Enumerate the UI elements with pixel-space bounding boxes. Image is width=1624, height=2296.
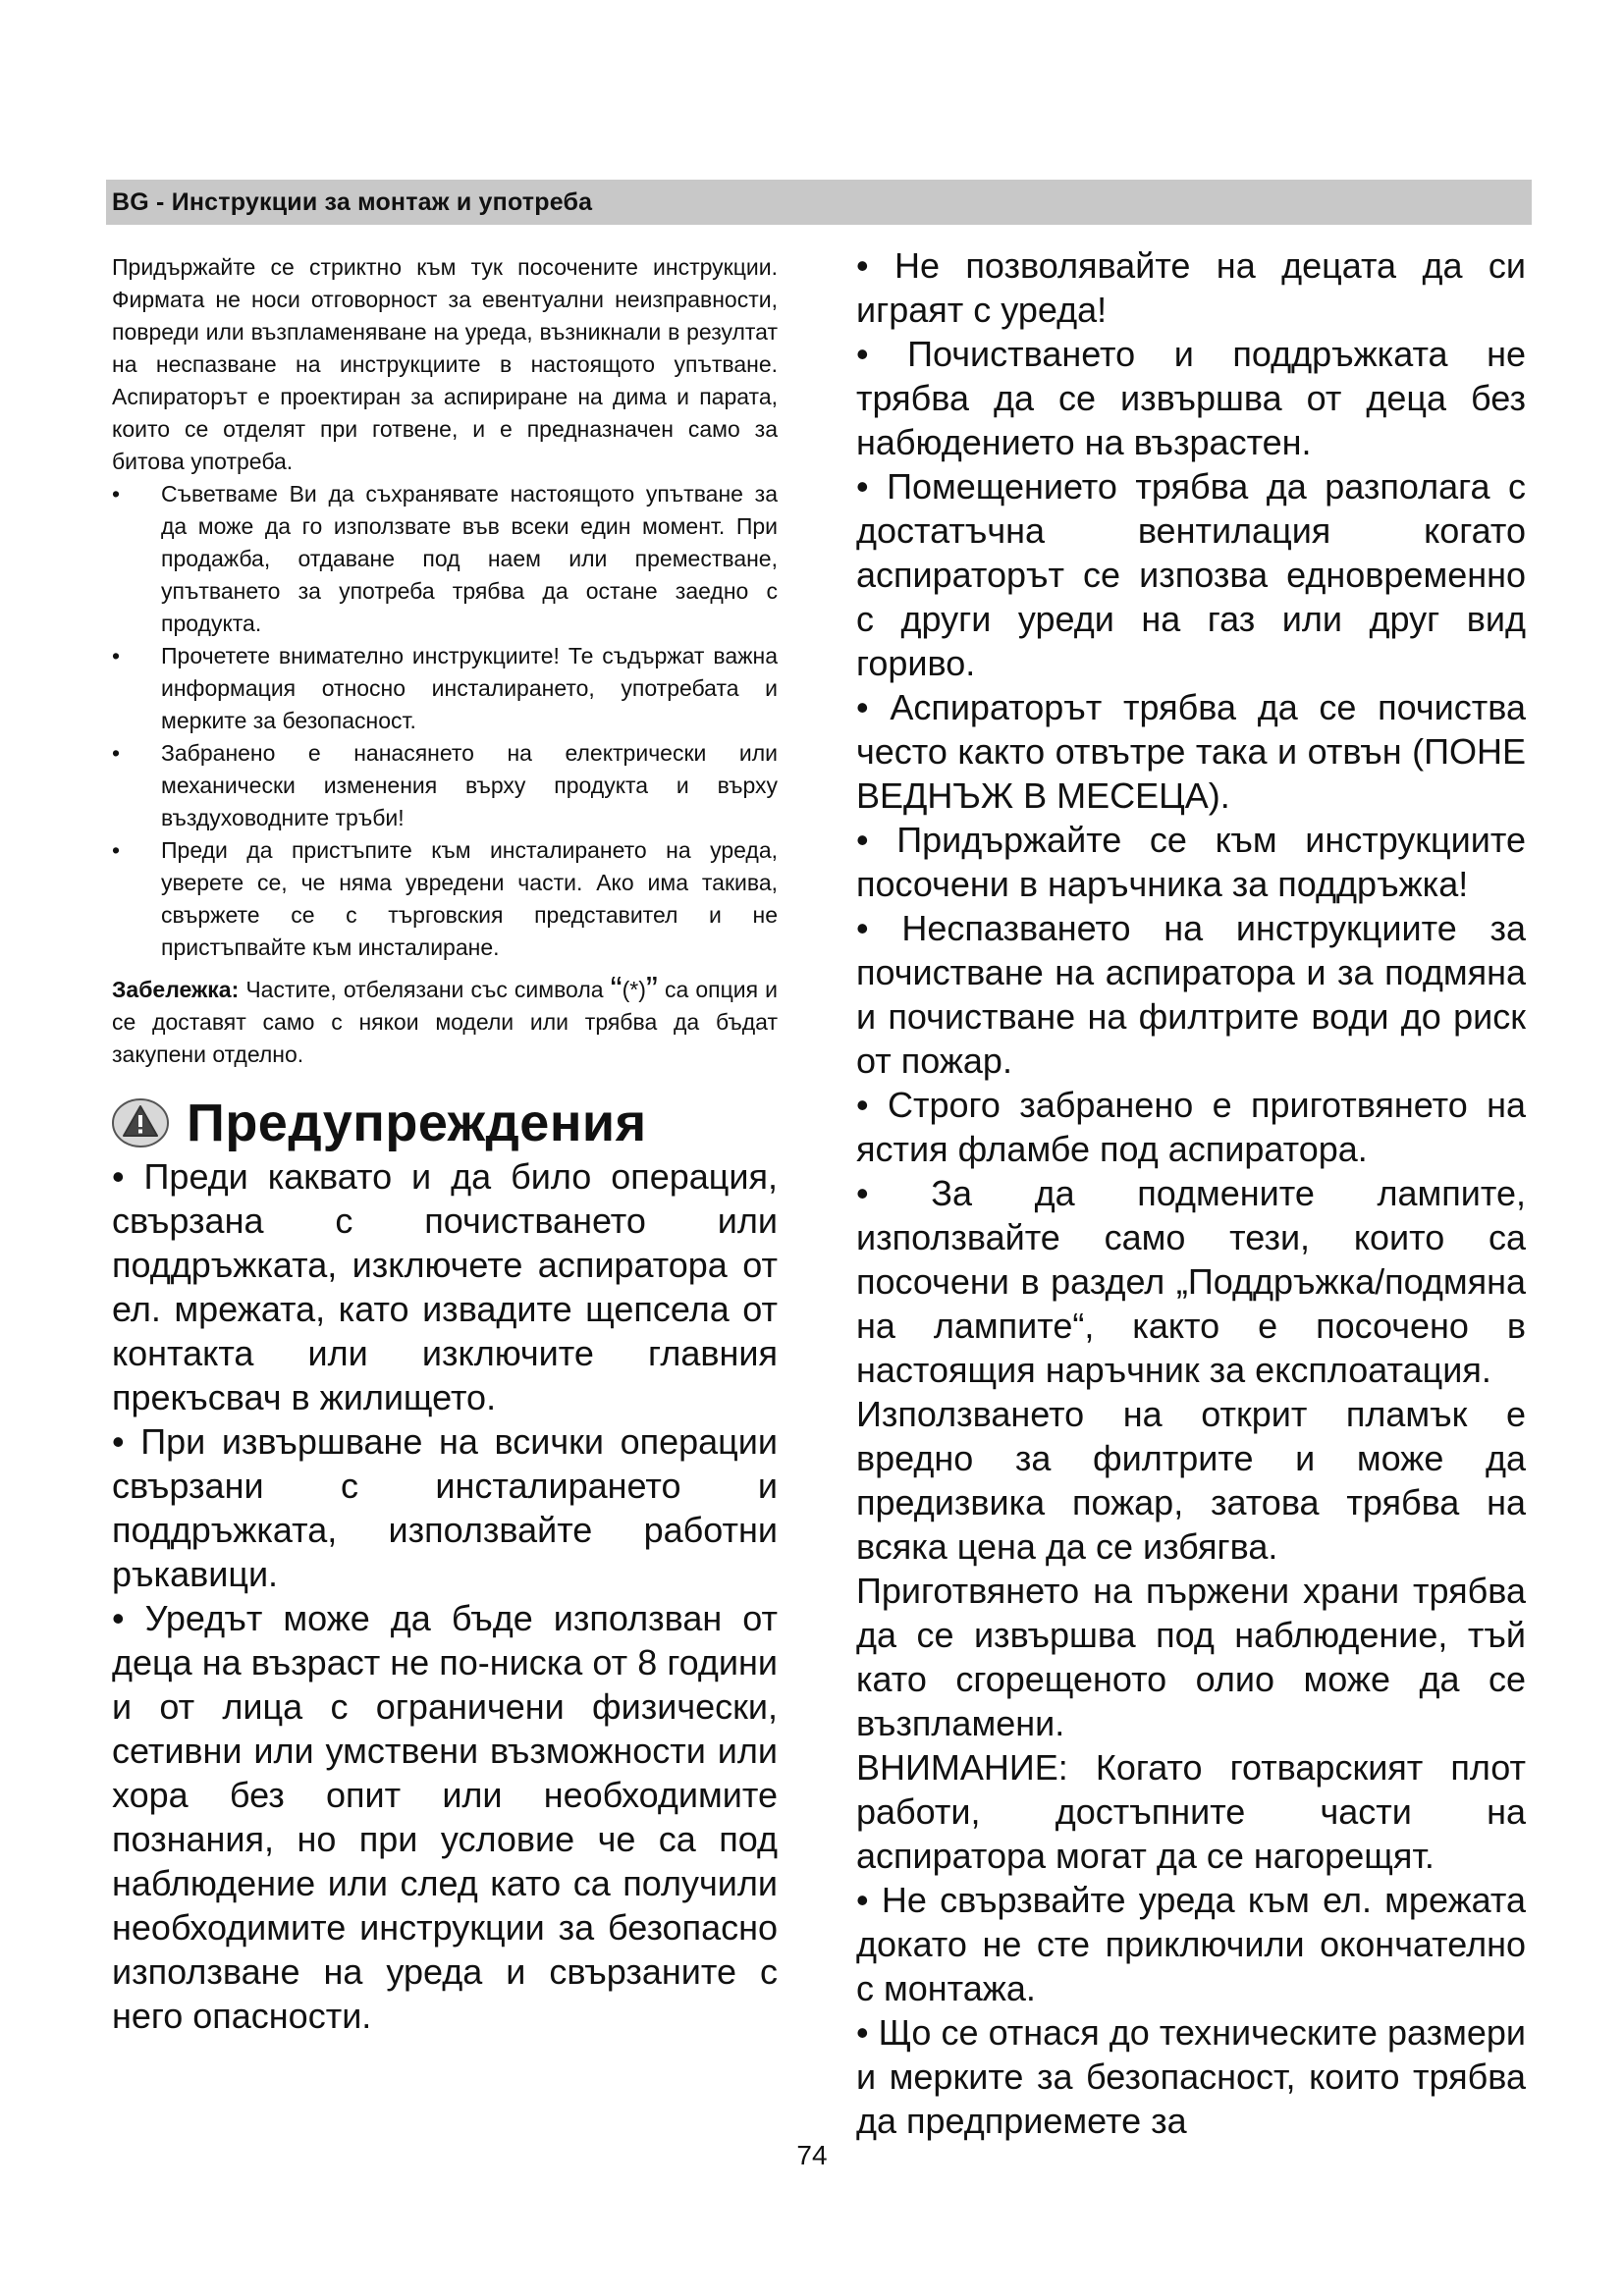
bullet-glyph: • [112, 740, 121, 766]
list-item-text: Забранено е нанасянето на електрически или механически изменения върху продукта и върху въздуховодните тръби! [161, 740, 778, 830]
left-column [112, 251, 778, 2038]
warning-triangle-icon [112, 1097, 169, 1148]
page-number: 74 [796, 2140, 828, 2170]
list-item-text: Прочетете внимателно инструкциите! Те съдържат важна информация относно инсталирането, употребата и мерките за безопасност. [161, 643, 778, 733]
note-text-before: Частите, отбелязани със символа [239, 977, 611, 1002]
note-close-quote: ” [645, 969, 658, 1009]
list-item-text: Съветваме Ви да съхранявате настоящото упътване за да може да го използвате във всеки един момент. При продажба, отдаване под наем или преместване, упътването за употреба трябва да остане заедно с продукта. [161, 481, 778, 636]
warning-paragraph: • При извършване на всички операции свързани с инсталирането и поддръжката, използвайте работни ръкавици. [112, 1421, 778, 1594]
note-text-after: са опция и се доставят само с някои модели или трябва да бъдат закупени отделно. [112, 977, 778, 1067]
warning-paragraph: • Уредът може да бъде използван от деца на възраст не по-ниска от 8 години и от лица с ограничени физически, сетивни или умствени възможности или хора без опит или необходимите познания, но при условие че са под наблюдение или след като са получили необходимите инструкции за безопасно използване на уреда и свързаните с него опасности. [112, 1598, 778, 2036]
list-item [112, 834, 778, 964]
list-item-text: Преди да пристъпите към инсталирането на уреда, уверете се, че няма увредени части. Ако има такива, свържете се с търговския представител и не пристъпвайте към инсталиране. [161, 837, 778, 960]
warning-paragraph: • Не позволявайте на децата да си играят с уреда! [856, 245, 1526, 330]
warnings-title: Предупреждения [187, 1094, 647, 1152]
list-item [112, 737, 778, 834]
bullet-glyph: • [112, 481, 121, 507]
warning-paragraph: Приготвянето на пържени храни трябва да се извършва под наблюдение, тъй като сгорещеното олио може да се възпламени. [856, 1571, 1526, 1743]
note-label: Забележка: [112, 977, 240, 1002]
warning-paragraph: ВНИМАНИЕ: Когато готварският плот работи, достъпните части на аспиратора могат да се нагорещят. [856, 1747, 1526, 1876]
warning-paragraph: • Помещението трябва да разполага с достатъчна вентилация когато аспираторът се изпозва едновременно с други уреди на газ или друг вид гориво. [856, 466, 1526, 683]
warning-paragraph: • Придържайте се към инструкциите посочени в наръчника за поддръжка! [856, 820, 1526, 904]
warning-paragraph: • Почистването и поддръжката не трябва да се извършва от деца без набюдението на възрастен. [856, 334, 1526, 462]
warning-paragraph: • Строго забранено е приготвянето на ястия фламбе под аспиратора. [856, 1085, 1526, 1169]
note-open-quote: “ [610, 969, 623, 1009]
warning-paragraph: • За да подмените лампите, използвайте само тези, които са посочени в раздел „Поддръжка/подмяна на лампите“, както е посочено в настоящия наръчник за експлоатация. [856, 1173, 1526, 1390]
note-paragraph [112, 969, 778, 1071]
section-header-bar [106, 180, 1532, 225]
warning-paragraph: • Преди каквато и да било операция, свързана с почистването или поддръжката, изключете аспиратора от ел. мрежата, като извадите щепсела от контакта или изключите главния прекъсвач в жилището. [112, 1156, 778, 1417]
note-symbol: (*) [622, 977, 646, 1002]
bullet-glyph: • [112, 837, 121, 863]
intro-paragraph: Придържайте се стриктно към тук посочените инструкции. Фирмата не носи отговорност за евентуални неизправности, повреди или възпламеняване на уреда, възникнали в резултат на неспазване на инструкциите в настоящото упътване. Аспираторът е проектиран за аспириране на дима и парата, които се отделят при готвене, и е предназначен само за битова употреба. [112, 254, 778, 474]
intro-bullet-list [112, 478, 778, 964]
warning-paragraph: Използването на открит пламък е вредно за филтрите и може да предизвика пожар, затова трябва на всяка цена да се избягва. [856, 1394, 1526, 1567]
section-header-title: BG - Инструкции за монтаж и употреба [112, 188, 593, 216]
final-small-paragraph: • Що се отнася до техническите размери и мерките за безопасност, които трябва да предприемете за [856, 2012, 1526, 2141]
warning-paragraph: • Не свързвайте уреда към ел. мрежата докато не сте приключили окончателно с монтажа. [856, 1880, 1526, 2008]
warning-paragraph: • Аспираторът трябва да се почиства често както отвътре така и отвън (ПОНЕ ВЕДНЪЖ В МЕСЕЦА). [856, 687, 1526, 816]
list-item [112, 640, 778, 737]
bullet-glyph: • [112, 643, 121, 668]
list-item [112, 478, 778, 640]
warnings-heading [112, 1094, 778, 1152]
warning-paragraph: • Неспазването на инструкциите за почистване на аспиратора и за подмяна и почистване на филтрите води до риск от пожар. [856, 908, 1526, 1081]
right-column [856, 243, 1526, 2143]
